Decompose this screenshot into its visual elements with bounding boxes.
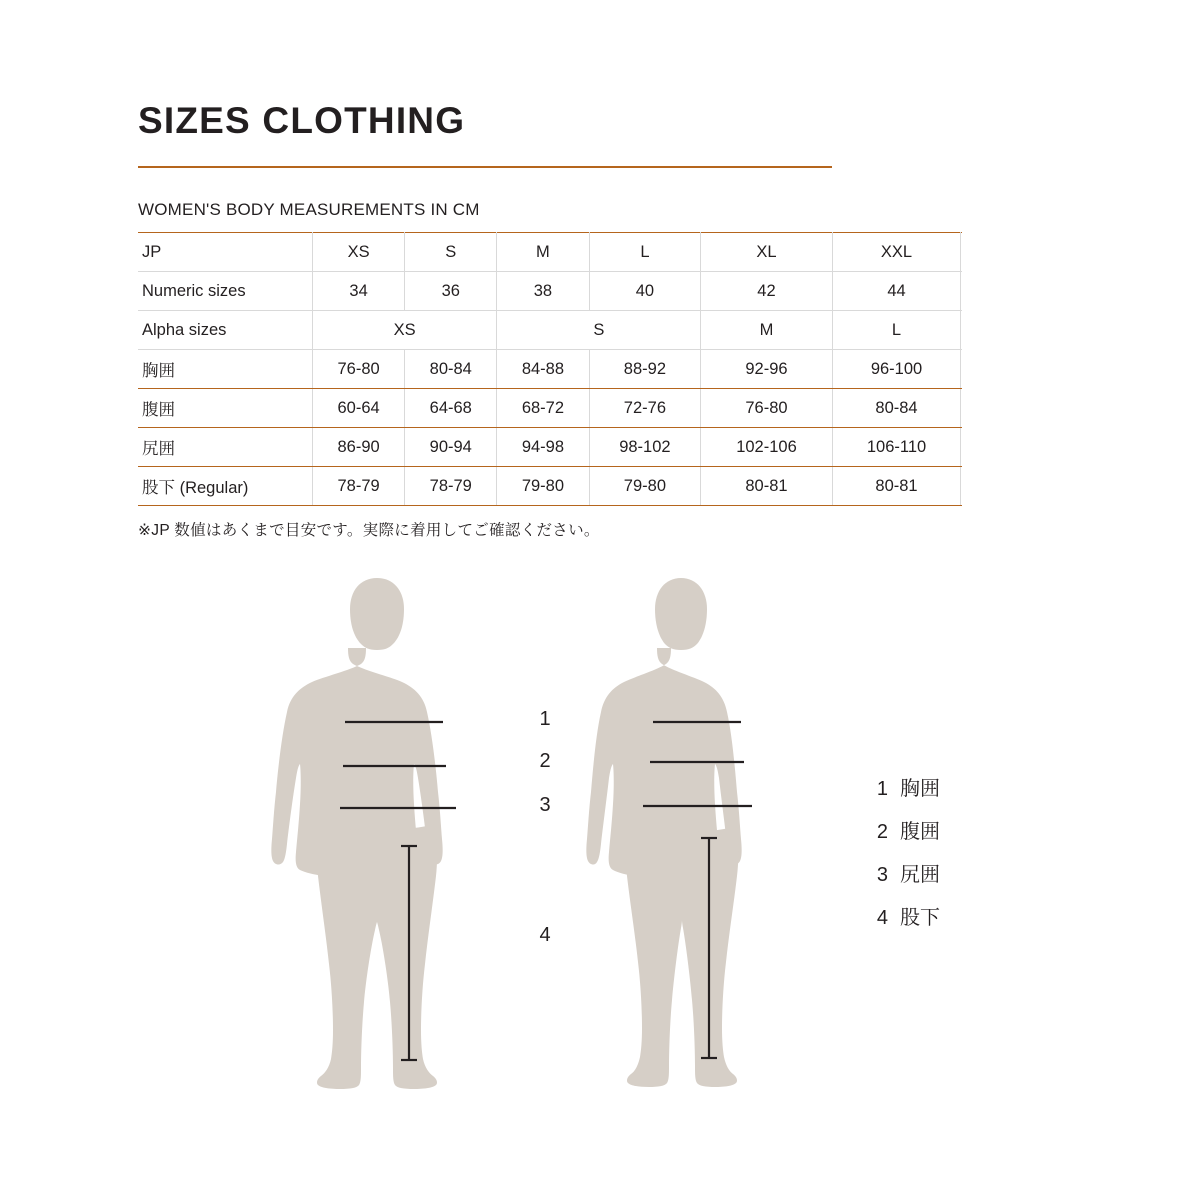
- table-cell: XS: [313, 311, 497, 350]
- legend-label: 腹囲: [900, 821, 940, 843]
- table-cell-empty: [961, 233, 962, 272]
- table-cell-empty: [961, 467, 962, 506]
- table-note: ※JP 数値はあくまで目安です。実際に着用してご確認ください。: [138, 522, 600, 539]
- legend-item: [862, 811, 940, 854]
- table-cell: 106-110: [832, 428, 961, 467]
- legend-item: [862, 854, 940, 897]
- page-title: SIZES CLOTHING: [138, 100, 466, 141]
- table-cell: XS: [313, 233, 405, 272]
- table-cell: 98-102: [589, 428, 701, 467]
- size-table-wrapper: [138, 232, 962, 506]
- table-cell: L: [589, 233, 701, 272]
- table-cell-empty: [961, 311, 962, 350]
- legend-item: [862, 768, 940, 811]
- row-label: Alpha sizes: [138, 311, 313, 350]
- legend-item: [862, 897, 940, 940]
- table-cell: L: [832, 311, 961, 350]
- diagram-legend: [862, 768, 940, 940]
- row-label: 尻囲: [138, 428, 313, 467]
- table-cell: 68-72: [497, 389, 589, 428]
- table-row: [138, 233, 962, 272]
- marker-4: 4: [539, 924, 551, 946]
- legend-number: 4: [876, 907, 888, 929]
- table-subtitle: WOMEN'S BODY MEASUREMENTS IN CM: [138, 200, 480, 219]
- marker-2: 2: [539, 750, 551, 772]
- table-row: [138, 311, 962, 350]
- legend-number: 2: [876, 821, 888, 843]
- table-row: [138, 428, 962, 467]
- table-cell: 76-80: [313, 350, 405, 389]
- table-cell: S: [497, 311, 701, 350]
- marker-1: 1: [539, 708, 551, 730]
- table-cell: 40: [589, 272, 701, 311]
- legend-label: 尻囲: [900, 864, 940, 886]
- table-cell: 90-94: [405, 428, 497, 467]
- table-row: [138, 350, 962, 389]
- table-cell: 80-84: [832, 389, 961, 428]
- table-row: [138, 467, 962, 506]
- table-cell: XL: [701, 233, 832, 272]
- title-divider: [138, 166, 832, 168]
- table-cell: S: [405, 233, 497, 272]
- table-cell-empty: [961, 272, 962, 311]
- table-cell: 80-84: [405, 350, 497, 389]
- table-row: [138, 272, 962, 311]
- table-cell: 80-81: [832, 467, 961, 506]
- table-cell: 88-92: [589, 350, 701, 389]
- row-label: 腹囲: [138, 389, 313, 428]
- row-label: 股下 (Regular): [138, 467, 313, 506]
- table-cell: 84-88: [497, 350, 589, 389]
- table-cell-empty: [961, 428, 962, 467]
- legend-number: 1: [876, 778, 888, 800]
- table-cell: 79-80: [589, 467, 701, 506]
- legend-label: 股下: [900, 907, 940, 929]
- table-cell: M: [701, 311, 832, 350]
- male-body-silhouette: [271, 578, 442, 1089]
- table-cell: 44: [832, 272, 961, 311]
- table-cell: 94-98: [497, 428, 589, 467]
- table-cell: 42: [701, 272, 832, 311]
- size-table: [138, 232, 962, 506]
- table-cell: 34: [313, 272, 405, 311]
- legend-number: 3: [876, 864, 888, 886]
- row-label: 胸囲: [138, 350, 313, 389]
- table-cell: 60-64: [313, 389, 405, 428]
- table-cell: 78-79: [405, 467, 497, 506]
- table-cell: 96-100: [832, 350, 961, 389]
- table-cell: 76-80: [701, 389, 832, 428]
- table-cell: 102-106: [701, 428, 832, 467]
- table-cell-empty: [961, 350, 962, 389]
- table-row: [138, 389, 962, 428]
- table-cell: 80-81: [701, 467, 832, 506]
- table-cell: M: [497, 233, 589, 272]
- marker-3: 3: [539, 794, 551, 816]
- legend-label: 胸囲: [900, 778, 940, 800]
- table-cell: 38: [497, 272, 589, 311]
- table-cell: 78-79: [313, 467, 405, 506]
- table-cell: XXL: [832, 233, 961, 272]
- table-cell: 86-90: [313, 428, 405, 467]
- row-label: JP: [138, 233, 313, 272]
- table-cell: 72-76: [589, 389, 701, 428]
- table-cell: 92-96: [701, 350, 832, 389]
- female-body-silhouette: [586, 578, 741, 1087]
- table-cell-empty: [961, 389, 962, 428]
- body-diagram: [0, 560, 1200, 1100]
- table-cell: 36: [405, 272, 497, 311]
- table-cell: 64-68: [405, 389, 497, 428]
- row-label: Numeric sizes: [138, 272, 313, 311]
- table-cell: 79-80: [497, 467, 589, 506]
